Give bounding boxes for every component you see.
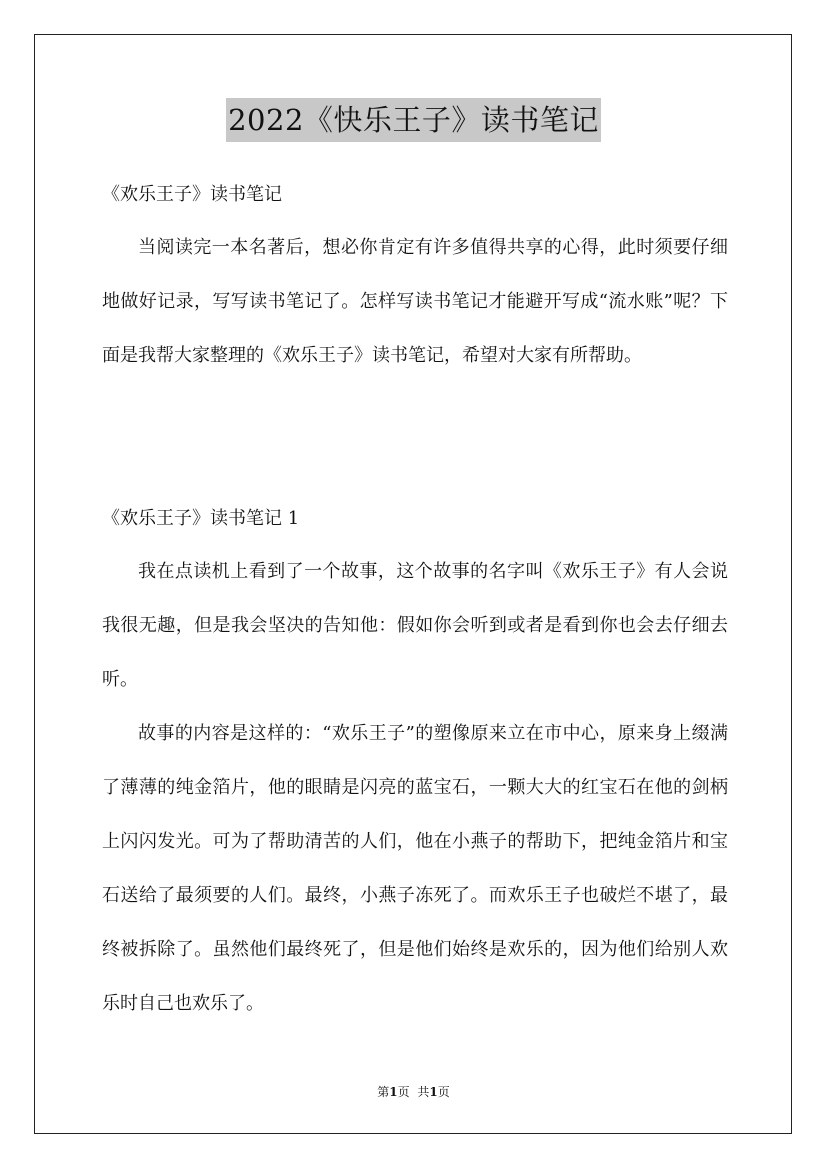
footer-page-unit: 页 — [397, 1085, 410, 1099]
title-container — [0, 98, 827, 142]
footer-total-pages: 1 — [429, 1085, 438, 1099]
intro-heading: 《欢乐王子》读书笔记 — [102, 184, 282, 205]
footer-total-prefix: 共 — [417, 1085, 430, 1099]
document-title: 2022《快乐王子》读书笔记 — [226, 98, 601, 142]
footer-prefix: 第 — [377, 1085, 390, 1099]
section-1-paragraph-2: 故事的内容是这样的：“欢乐王子”的塑像原来立在市中心，原来身上缀满了薄薄的纯金箔片，他的眼睛是闪亮的蓝宝石，一颗大大的红宝石在他的剑柄上闪闪发光。可为了帮助清苦的人们，他在小燕子的帮助下，把纯金箔片和宝石送给了最须要的人们。最终，小燕子冻死了。而欢乐王子也破烂不堪了，最终被拆除了。虽然他们最终死了，但是他们始终是欢乐的，因为他们给别人欢乐时自己也欢乐了。 — [102, 723, 728, 1014]
intro-paragraph: 当阅读完一本名著后，想必你肯定有许多值得共享的心得，此时须要仔细地做好记录，写写读书笔记了。怎样写读书笔记才能避开写成“流水账”呢？下面是我帮大家整理的《欢乐王子》读书笔记，希望对大家有所帮助。 — [102, 237, 728, 366]
section-1-paragraph-1: 我在点读机上看到了一个故事，这个故事的名字叫《欢乐王子》有人会说我很无趣，但是我会坚决的告知他：假如你会听到或者是看到你也会去仔细去听。 — [102, 561, 728, 690]
footer-page-number: 1 — [389, 1085, 398, 1099]
footer-total-unit: 页 — [437, 1085, 450, 1099]
page-footer — [0, 1084, 827, 1100]
section-1-heading: 《欢乐王子》读书笔记 1 — [102, 508, 300, 529]
